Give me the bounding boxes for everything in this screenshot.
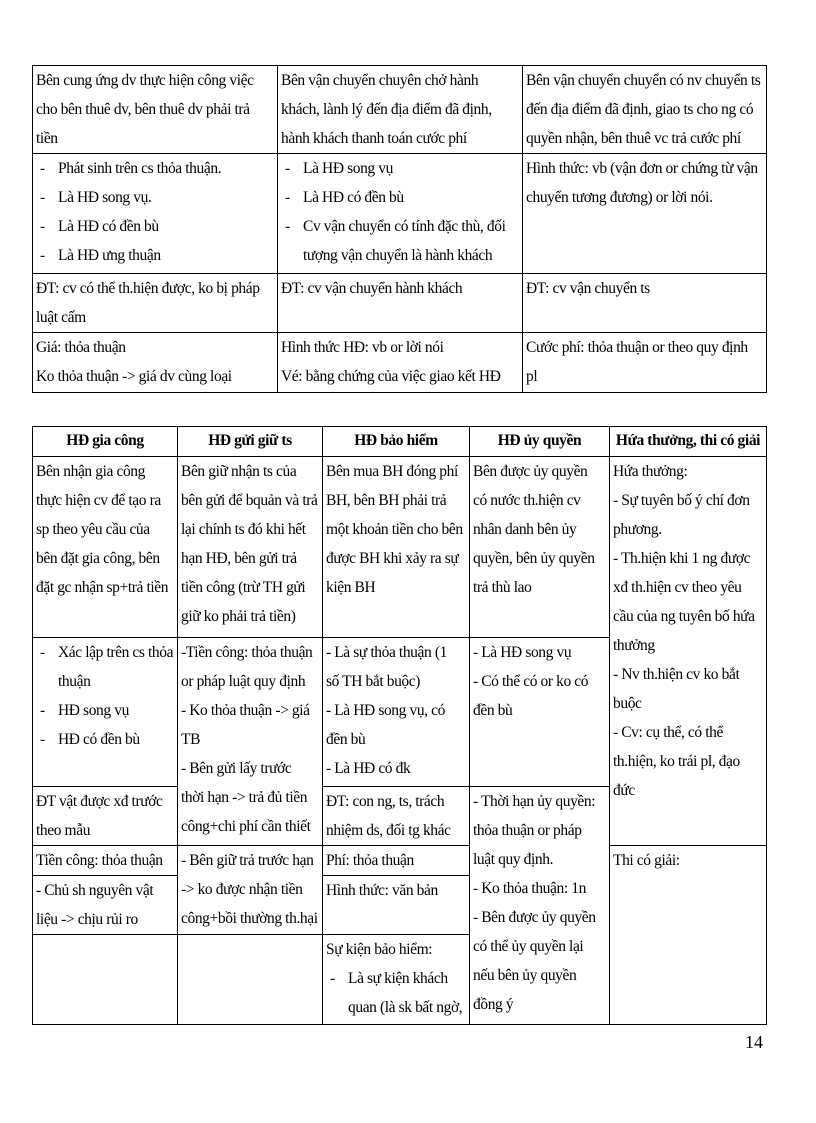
table-cell: ĐT: cv vận chuyển ts (523, 274, 767, 333)
table-cell: Bên giữ nhận ts của bên gửi để bquản và trả lại chính ts đó khi hết hạn HĐ, bên gửi trả tiền công (trừ TH gửi giữ ko phải trả tiền) (178, 457, 323, 638)
table-cell: Phí: thỏa thuận (323, 846, 470, 876)
table-row (33, 274, 767, 333)
column-header: HĐ ủy quyền (470, 427, 610, 457)
table-cell: Hứa thưởng: - Sự tuyên bố ý chí đơn phương. - Th.hiện khi 1 ng được xđ th.hiện cv theo yêu cầu của ng tuyên bố hứa thưởng - Nv th.hiện cv ko bắt buộc - Cv: cụ thể, có thể th.hiện, ko trái pl, đạo đức (610, 457, 767, 846)
table-cell: Bên vận chuyển chuyên chở hành khách, lành lý đến địa điểm đã định, hành khách thanh toán cước phí (278, 66, 523, 154)
table-header-row (33, 427, 767, 457)
column-header: HĐ gửi giữ ts (178, 427, 323, 457)
table-cell: ĐT: cv có thể th.hiện được, ko bị pháp luật cấm (33, 274, 278, 333)
table-cell: Giá: thỏa thuận Ko thỏa thuận -> giá dv cùng loại (33, 333, 278, 393)
table-cell: ĐT vật được xđ trước theo mẫu (33, 787, 178, 846)
table-cell: - Là sự thỏa thuận (1 số TH bắt buộc) - Là HĐ song vụ, có đền bù - Là HĐ có đk (323, 638, 470, 787)
table-cell: Hình thức HĐ: vb or lời nói Vé: bằng chứng của việc giao kết HĐ (278, 333, 523, 393)
table-cell: Tiền công: thỏa thuận (33, 846, 178, 876)
page-number: 14 (745, 1032, 763, 1052)
table-cell: - Là HĐ song vụ - Có thể có or ko có đền bù (470, 638, 610, 787)
table-cell: Thi có giải: (610, 846, 767, 1025)
column-header: HĐ gia công (33, 427, 178, 457)
table-cell: - Chủ sh nguyên vật liệu -> chịu rủi ro (33, 876, 178, 935)
column-header: Hứa thưởng, thi có giải (610, 427, 767, 457)
table-cell: Hình thức: văn bản (323, 876, 470, 935)
table-cell: - Xác lập trên cs thỏa thuận - HĐ song vụ - HĐ có đền bù (33, 638, 178, 787)
table-row (33, 333, 767, 393)
table-cell: - Bên giữ trả trước hạn -> ko được nhận tiền công+bồi thường th.hại (178, 846, 323, 935)
other-contracts-table (32, 426, 767, 1025)
table-cell: Bên mua BH đóng phí BH, bên BH phải trả một khoản tiền cho bên được BH khi xảy ra sự kiện BH (323, 457, 470, 638)
table-cell: Hình thức: vb (vận đơn or chứng từ vận chuyển tương đương) or lời nói. (523, 154, 767, 274)
table-row (33, 154, 767, 274)
table-cell: ĐT: con ng, ts, trách nhiệm ds, đối tg khác (323, 787, 470, 846)
table-row (33, 66, 767, 154)
table-row (33, 846, 767, 876)
table-cell: Bên vận chuyển chuyển có nv chuyển ts đến địa điểm đã định, giao ts cho ng có quyền nhận, bên thuê vc trả cước phí (523, 66, 767, 154)
table-cell: Bên được ủy quyền có nước th.hiện cv nhân danh bên ủy quyền, bên ủy quyền trả thù lao (470, 457, 610, 638)
table-cell (33, 935, 178, 1025)
table-cell: - Là HĐ song vụ - Là HĐ có đền bù - Cv vận chuyển có tính đặc thù, đối tượng vận chuyển là hành khách (278, 154, 523, 274)
table-cell: Cước phí: thỏa thuận or theo quy định pl (523, 333, 767, 393)
table-cell: Sự kiện bảo hiểm: - Là sự kiện khách quan (là sk bất ngờ, (323, 935, 470, 1025)
table-cell: -Tiền công: thỏa thuận or pháp luật quy định - Ko thỏa thuận -> giá TB - Bên gửi lấy trước thời hạn -> trả đủ tiền công+chi phí cần thiết (178, 638, 323, 846)
service-contracts-table (32, 65, 767, 393)
table-cell: - Thời hạn ủy quyền: thỏa thuận or pháp luật quy định. - Ko thỏa thuận: 1n - Bên được ủy quyền có thể ủy quyền lại nếu bên ủy quyền đồng ý (470, 787, 610, 1025)
column-header: HĐ bảo hiểm (323, 427, 470, 457)
table-cell: - Phát sinh trên cs thỏa thuận. - Là HĐ song vụ. - Là HĐ có đền bù - Là HĐ ưng thuận (33, 154, 278, 274)
table-cell: ĐT: cv vận chuyển hành khách (278, 274, 523, 333)
table-cell (178, 935, 323, 1025)
table-cell: Bên cung ứng dv thực hiện công việc cho bên thuê dv, bên thuê dv phải trả tiền (33, 66, 278, 154)
table-row (33, 457, 767, 638)
table-cell: Bên nhận gia công thực hiện cv để tạo ra sp theo yêu cầu của bên đặt gia công, bên đặt gc nhận sp+trả tiền (33, 457, 178, 638)
